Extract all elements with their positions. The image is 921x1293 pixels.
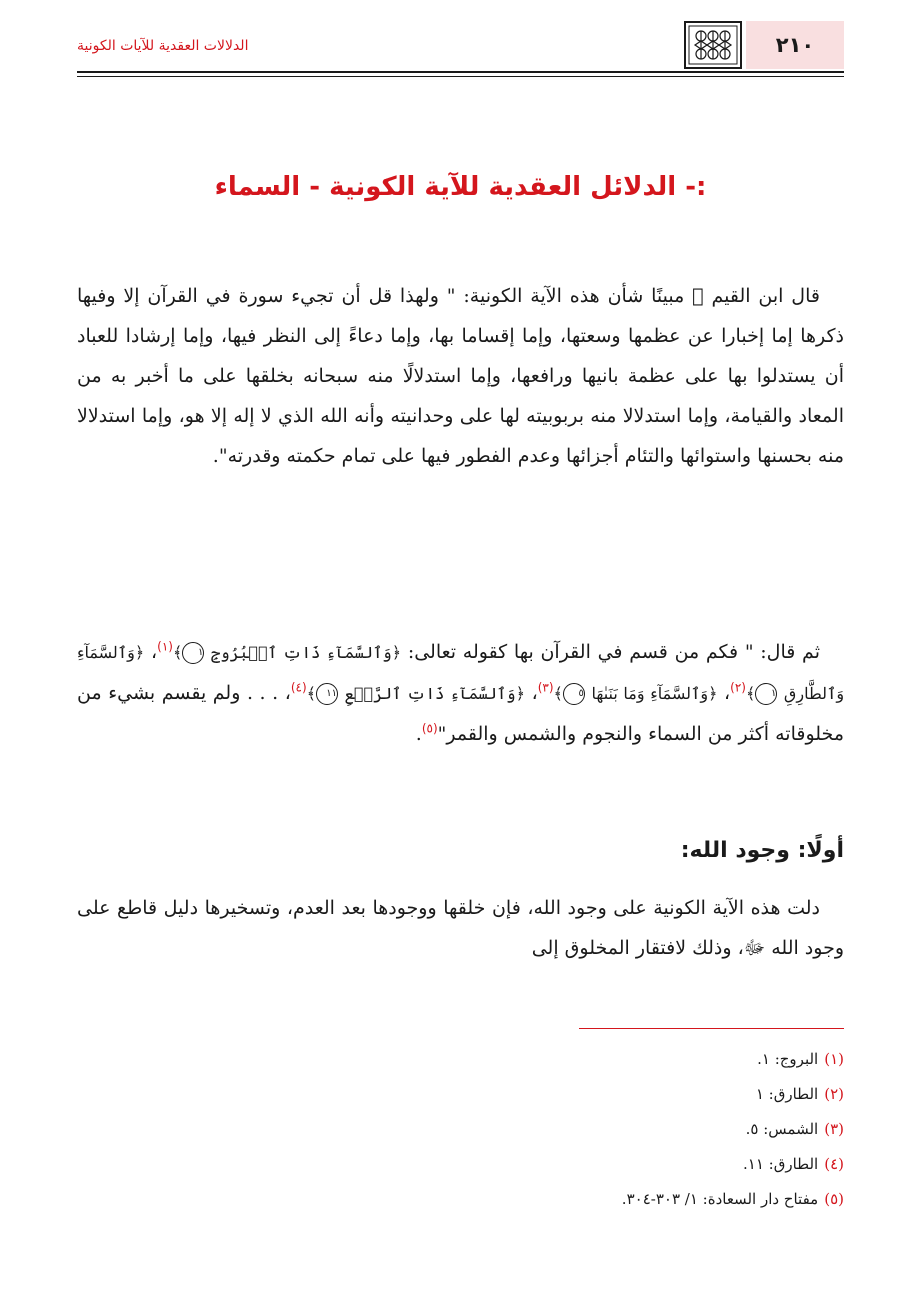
footnote-item xyxy=(77,1112,844,1147)
footnote-number: (٣) xyxy=(824,1120,844,1138)
footnote-item xyxy=(77,1182,844,1217)
footnote-number: (٤) xyxy=(824,1155,844,1173)
subsection-heading: أولًا: وجود الله: xyxy=(680,838,844,863)
paragraph-2-intro: ثم قال: " فكم من قسم في القرآن بها كقوله تعالى: xyxy=(407,641,820,663)
footnote-ref-4[interactable]: (٤) xyxy=(290,680,307,695)
footnote-text: الطارق: ١١. xyxy=(742,1155,819,1173)
paragraph-3-text: دلت هذه الآية الكونية على وجود الله، فإن خلقها ووجودها بعد العدم، وتسخيرها دليل قاطع على وجود الله ﷻ، وذلك لافتقار المخلوق إلى xyxy=(77,897,844,959)
footnote-text: البروج: ١. xyxy=(757,1050,819,1068)
running-title: الدلالات العقدية للآيات الكونية xyxy=(77,38,249,54)
verse-shams: ﴿وَٱلسَّمَآءِ وَمَا بَنَىٰهَا xyxy=(591,684,718,703)
paragraph-ibn-qayyim xyxy=(77,276,844,476)
footnote-ref-3[interactable]: (٣) xyxy=(537,680,554,695)
verse-close-bracket: ﴾ xyxy=(306,684,317,703)
footnote-number: (٥) xyxy=(824,1190,844,1208)
footnote-item xyxy=(77,1077,844,1112)
verse-close-bracket: ﴾ xyxy=(553,684,563,703)
verse-number-badge: ٥ xyxy=(563,683,585,705)
footnote-text: الشمس: ٥. xyxy=(745,1120,819,1138)
verse-number-badge: ١ xyxy=(755,683,777,705)
footnote-number: (٢) xyxy=(824,1085,844,1103)
ornament-icon xyxy=(683,20,743,70)
verse-tariq: ﴿وَٱلسَّمَآءِ وَٱلطَّارِقِ xyxy=(77,643,845,703)
footnote-text: الطارق: ١ xyxy=(755,1085,819,1103)
header-divider xyxy=(77,71,844,73)
section-title: الدلائل العقدية للآية الكونية - السماء -: xyxy=(214,172,707,202)
verse-close-bracket: ﴾ xyxy=(745,684,756,703)
paragraph-quran-oaths: ثم قال: " فكم من قسم في القرآن بها كقوله تعالى: ﴿وَٱلسَّمَآءِ ذَاتِ ٱلۡبُرُوجِ ١﴾$^{(١)}$، ﴿وَٱلسَّمَآءِ وَٱلطَّارِقِ ١﴾$^{(٢)}$، ﴿وَٱلسَّمَآءِ وَمَا بَنَىٰهَا ٥﴾$^{(٣)}$، ﴿وَٱلسَّمَآءِ ذَاتِ ٱلرَّجۡعِ ١١﴾$^{(٤)}$، . . . ولم يقسم بشيء من مخلوقاته أكثر من السماء والنجوم والشمس والقمر"$^{(٥)}$. xyxy=(77,639,845,745)
footnotes xyxy=(77,1042,844,1217)
verse-number-badge: ١١ xyxy=(316,683,338,705)
verse-tariq-2: ﴿وَٱلسَّمَآءِ ذَاتِ ٱلرَّجۡعِ xyxy=(344,684,526,703)
paragraph-existence-of-god xyxy=(77,888,844,968)
verse-number-badge: ١ xyxy=(182,642,204,664)
footnote-number: (١) xyxy=(824,1050,844,1068)
footnote-text: مفتاح دار السعادة: ١/ ٣٠٣-٣٠٤. xyxy=(621,1190,819,1208)
footnote-ref-2[interactable]: (٢) xyxy=(730,680,746,695)
footnote-divider xyxy=(579,1028,844,1029)
page-number: ٢١٠ xyxy=(746,21,844,69)
verse-buruj: ﴿وَٱلسَّمَآءِ ذَاتِ ٱلۡبُرُوجِ xyxy=(211,643,402,662)
footnote-item xyxy=(77,1147,844,1182)
footnote-ref-1[interactable]: (١) xyxy=(157,639,173,654)
verse-close-bracket: ﴾ xyxy=(172,643,183,662)
footnote-ref-5[interactable]: (٥) xyxy=(421,721,438,736)
paragraph-1-text: قال ابن القيم ﷬ مبينًا شأن هذه الآية الكونية: " ولهذا قل أن تجيء سورة في القرآن إلا وفيها ذكرها إما إخبارا عن عظمها وسعتها، وإما إقساما بها، وإما دعاءً إلى النظر فيها، وإما إرشادا للعباد أن يستدلوا بها على عظمة بانيها ورافعها، وإما استدلالًا منه سبحانه بخلقها على ما أخبر به من المعاد والقيامة، وإما استدلالا منه بربوبيته لها على وحدانيته وأنه الله الذي لا إله إلا هو، وإما استدلالا منه بحسنها واستوائها والتئام أجزائها وعدم الفطور فيها على تمام حكمته وقدرته". xyxy=(77,285,844,467)
header-divider-thin xyxy=(77,76,844,77)
paragraph-2-continuation: ، . . . ولم يقسم بشيء من مخلوقاته أكثر من السماء والنجوم والشمس والقمر" xyxy=(77,682,844,745)
page-header xyxy=(77,18,844,74)
footnote-item xyxy=(77,1042,844,1077)
